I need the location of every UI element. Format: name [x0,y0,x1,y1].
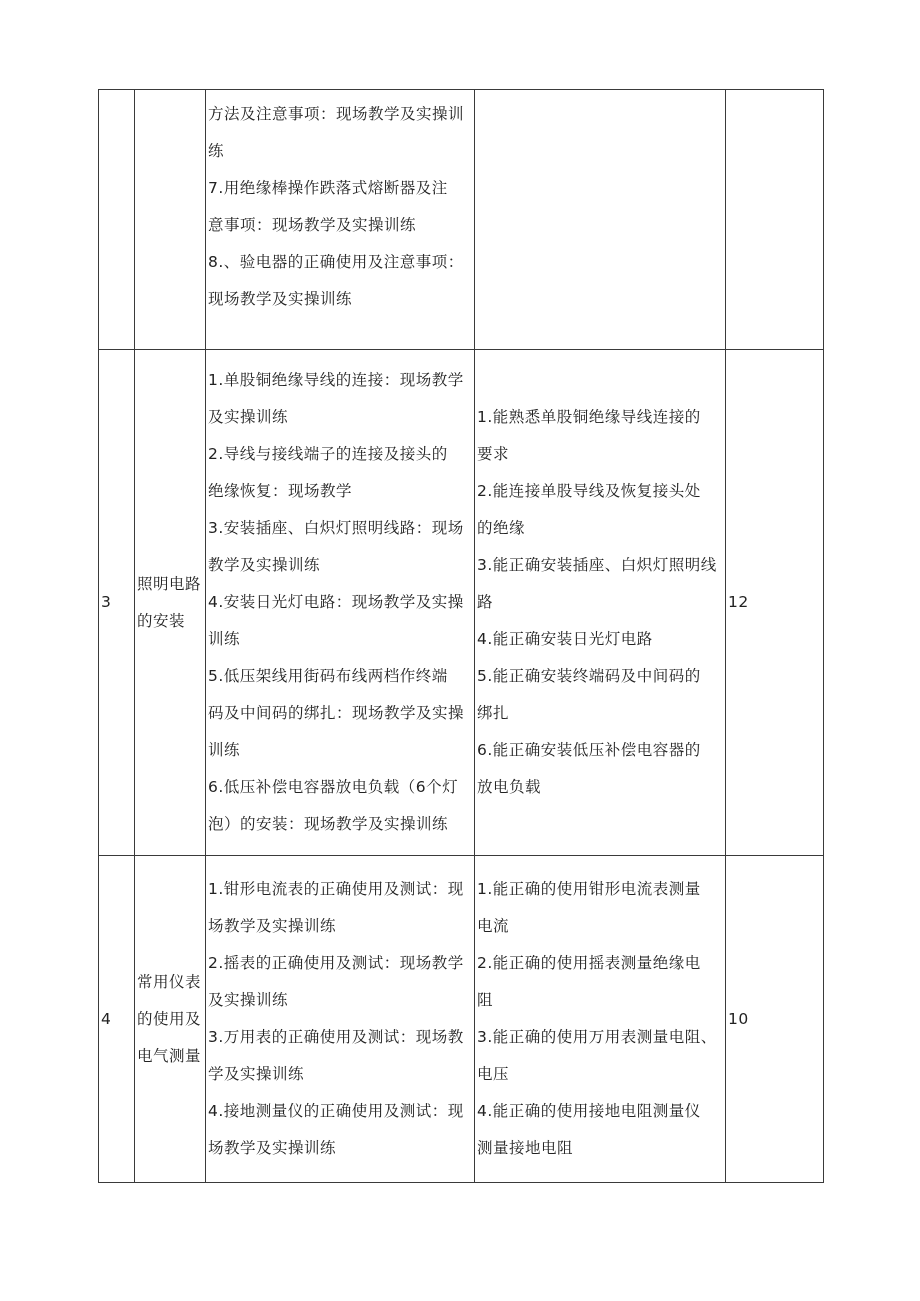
row-number [99,90,135,350]
requirement-line: 3.能正确安装插座、白炽灯照明线 [477,556,717,574]
content-line: 泡）的安装：现场教学及实操训练 [208,815,449,833]
content-line: 场教学及实操训练 [208,917,337,935]
table-row-continuation [99,90,824,350]
module-title-line: 的安装 [137,611,186,630]
content-line: 训练 [208,741,241,759]
requirement-line: 阻 [477,991,494,1009]
module-title [135,856,206,1183]
content-line: 4.安装日光灯电路：现场教学及实操 [208,593,464,611]
content-cell [206,350,475,856]
content-line: 练 [208,142,225,160]
hours-cell: 12 [726,350,824,856]
content-line: 学及实操训练 [208,1065,305,1083]
requirement-line: 2.能连接单股导线及恢复接头处 [477,482,701,500]
content-line: 5.低压架线用街码布线两档作终端 [208,667,448,685]
content-line: 意事项：现场教学及实操训练 [208,216,417,234]
content-line: 3.万用表的正确使用及测试：现场教 [208,1028,464,1046]
content-cell [206,856,475,1183]
content-line: 8.、验电器的正确使用及注意事项： [208,253,464,271]
content-line: 绝缘恢复：现场教学 [208,482,353,500]
content-line: 教学及实操训练 [208,556,321,574]
requirement-line: 1.能正确的使用钳形电流表测量 [477,880,701,898]
requirement-line: 要求 [477,445,510,463]
requirement-line: 路 [477,593,494,611]
content-line: 3.安装插座、白炽灯照明线路：现场 [208,519,464,537]
content-line: 场教学及实操训练 [208,1139,337,1157]
table-row-3 [99,350,824,856]
requirement-line: 电流 [477,917,510,935]
requirements-cell [475,90,726,350]
hours-cell [726,90,824,350]
requirements-cell [475,350,726,856]
content-line: 及实操训练 [208,408,289,426]
content-line: 4.接地测量仪的正确使用及测试：现 [208,1102,464,1120]
content-line: 1.单股铜绝缘导线的连接：现场教学 [208,371,464,389]
module-title-line: 电气测量 [137,1046,202,1065]
content-cell [206,90,475,350]
content-line: 训练 [208,630,241,648]
module-title [135,90,206,350]
row-number: 4 [99,856,135,1183]
content-line: 2.摇表的正确使用及测试：现场教学 [208,954,464,972]
table-row-4 [99,856,824,1183]
row-number: 3 [99,350,135,856]
requirement-line: 4.能正确安装日光灯电路 [477,630,653,648]
content-line: 及实操训练 [208,991,289,1009]
requirement-line: 3.能正确的使用万用表测量电阻、 [477,1028,717,1046]
requirement-line: 放电负载 [477,778,542,796]
requirement-line: 6.能正确安装低压补偿电容器的 [477,741,701,759]
hours-cell: 10 [726,856,824,1183]
content-line: 6.低压补偿电容器放电负载（6个灯 [208,778,459,796]
requirement-line: 电压 [477,1065,510,1083]
requirement-line: 2.能正确的使用摇表测量绝缘电 [477,954,701,972]
content-line: 现场教学及实操训练 [208,290,353,308]
requirement-line: 5.能正确安装终端码及中间码的 [477,667,701,685]
requirement-line: 绑扎 [477,704,510,722]
requirement-line: 的绝缘 [477,519,526,537]
module-title [135,350,206,856]
content-line: 2.导线与接线端子的连接及接头的 [208,445,448,463]
module-title-line: 的使用及 [137,1009,202,1028]
module-title-line: 照明电路 [137,574,202,593]
module-title-line: 常用仪表 [137,972,202,991]
requirement-line: 4.能正确的使用接地电阻测量仪 [477,1102,701,1120]
requirement-line: 1.能熟悉单股铜绝缘导线连接的 [477,408,701,426]
requirements-cell [475,856,726,1183]
content-line: 1.钳形电流表的正确使用及测试：现 [208,880,464,898]
content-line: 方法及注意事项：现场教学及实操训 [208,105,465,123]
requirement-line: 测量接地电阻 [477,1139,574,1157]
content-line: 7.用绝缘棒操作跌落式熔断器及注 [208,179,448,197]
content-line: 码及中间码的绑扎：现场教学及实操 [208,704,465,722]
syllabus-table [98,89,824,1183]
